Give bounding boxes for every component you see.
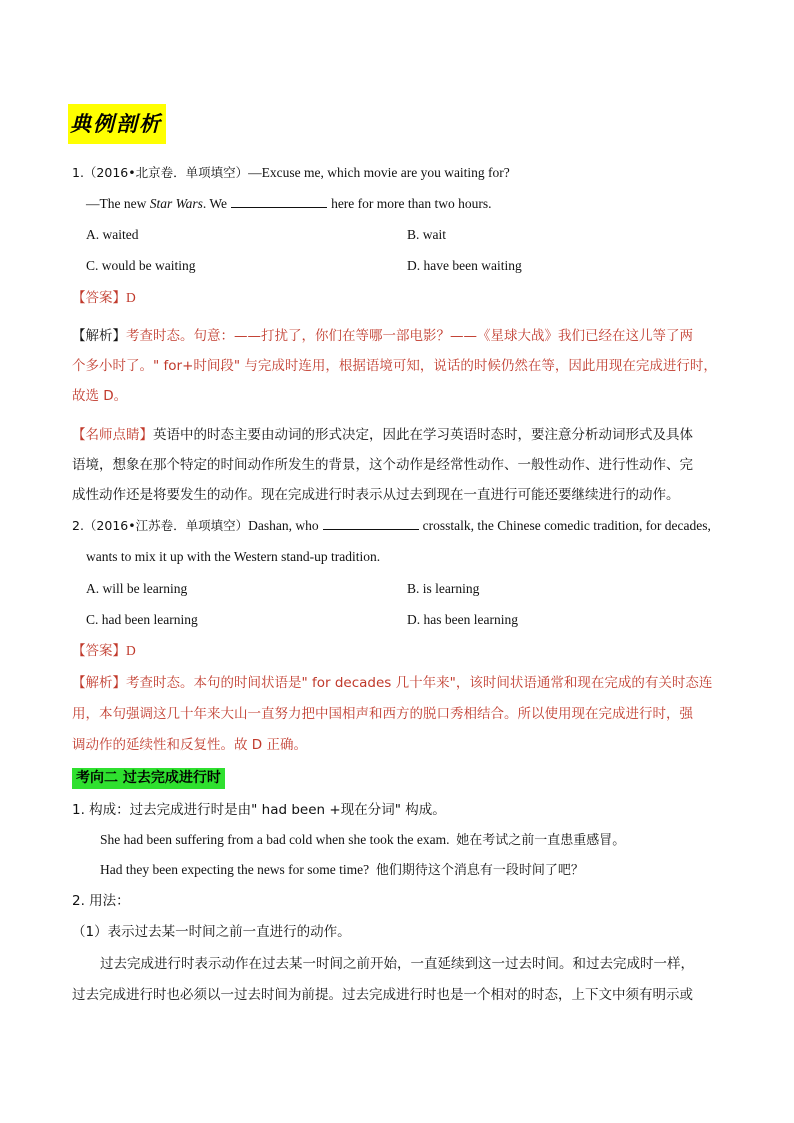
q1-analysis-line-2: 个多小时了。" for+时间段" 与完成时连用，根据语境可知，说话的时候仍然在等，因此用现在完成进行时， — [72, 358, 717, 374]
q2-option-a: A. will be learning — [86, 581, 188, 596]
body-usage-1: （1）表示过去某一时间之前一直进行的动作。 — [72, 924, 351, 940]
q1-option-c: C. would be waiting — [86, 258, 196, 273]
example-1: She had been suffering from a bad cold when she took the exam. 她在考试之前一直患重感冒。 — [100, 832, 626, 848]
q1-stem: 1.（2016•北京卷．单项填空）—Excuse me, which movie are you waiting for? — [72, 165, 510, 180]
example-2: Had they been expecting the news for some time? 他们期待这个消息有一段时间了吧？ — [100, 862, 584, 878]
q2-answer: 【答案】D — [72, 643, 136, 659]
answer-blank — [323, 516, 419, 530]
q2-analysis-line-1: 【解析】考查时态。本句的时间状语是" for decades 几十年来"，该时间状语通常和现在完成的有关时态连 — [72, 675, 713, 691]
q1-answer: 【答案】D — [72, 290, 136, 306]
body-para-line-1: 过去完成进行时表示动作在过去某一时间之前开始，一直延续到这一过去时间。和过去完成时一样， — [100, 956, 694, 972]
q1-tip-line-2: 语境，想象在那个特定的时间动作所发生的背景，这个动作是经常性动作、一般性动作、进行性动作、完 — [72, 457, 693, 473]
q2-line2: wants to mix it up with the Western stand-up tradition. — [86, 549, 381, 564]
q1-option-b: B. wait — [407, 227, 446, 242]
q2-analysis-line-2: 用，本句强调这几十年来大山一直努力把中国相声和西方的脱口秀相结合。所以使用现在完成进行时，强 — [72, 706, 693, 722]
body-construction: 1. 构成：过去完成进行时是由" had been +现在分词" 构成。 — [72, 802, 446, 818]
q1-option-d: D. have been waiting — [407, 258, 522, 273]
q1-tip-line-1: 【名师点睛】英语中的时态主要由动词的形式决定，因此在学习英语时态时，要注意分析动词形式及具体 — [72, 427, 693, 443]
q2-option-c: C. had been learning — [86, 612, 198, 627]
q1-option-a: A. waited — [86, 227, 139, 242]
q2-stem: 2.（2016•江苏卷．单项填空）Dashan, who crosstalk, the Chinese comedic tradition, for decades, — [72, 518, 711, 533]
q2-analysis-line-3: 调动作的延续性和反复性。故 D 正确。 — [72, 737, 307, 753]
section-banner — [68, 104, 166, 144]
q1-analysis-line-3: 故选 D。 — [72, 388, 128, 404]
q1-tip-line-3: 成性动作还是将要发生的动作。现在完成进行时表示从过去到现在一直进行可能还要继续进行的动作。 — [72, 487, 680, 503]
body-usage: 2. 用法： — [72, 893, 130, 909]
answer-blank — [231, 194, 327, 208]
banner-title: 典例剖析 — [70, 111, 162, 136]
q2-option-b: B. is learning — [407, 581, 480, 596]
q2-option-d: D. has been learning — [407, 612, 518, 627]
q1-analysis-line-1: 【解析】考查时态。句意：——打扰了，你们在等哪一部电影？——《星球大战》我们已经在这儿等了两 — [72, 328, 693, 344]
section-heading: 考向二 过去完成进行时 — [72, 768, 225, 789]
body-para-line-2: 过去完成进行时也必须以一过去时间为前提。过去完成进行时也是一个相对的时态，上下文中须有明示或 — [72, 987, 693, 1003]
q1-line2: —The new Star Wars. We here for more than two hours. — [86, 196, 492, 211]
